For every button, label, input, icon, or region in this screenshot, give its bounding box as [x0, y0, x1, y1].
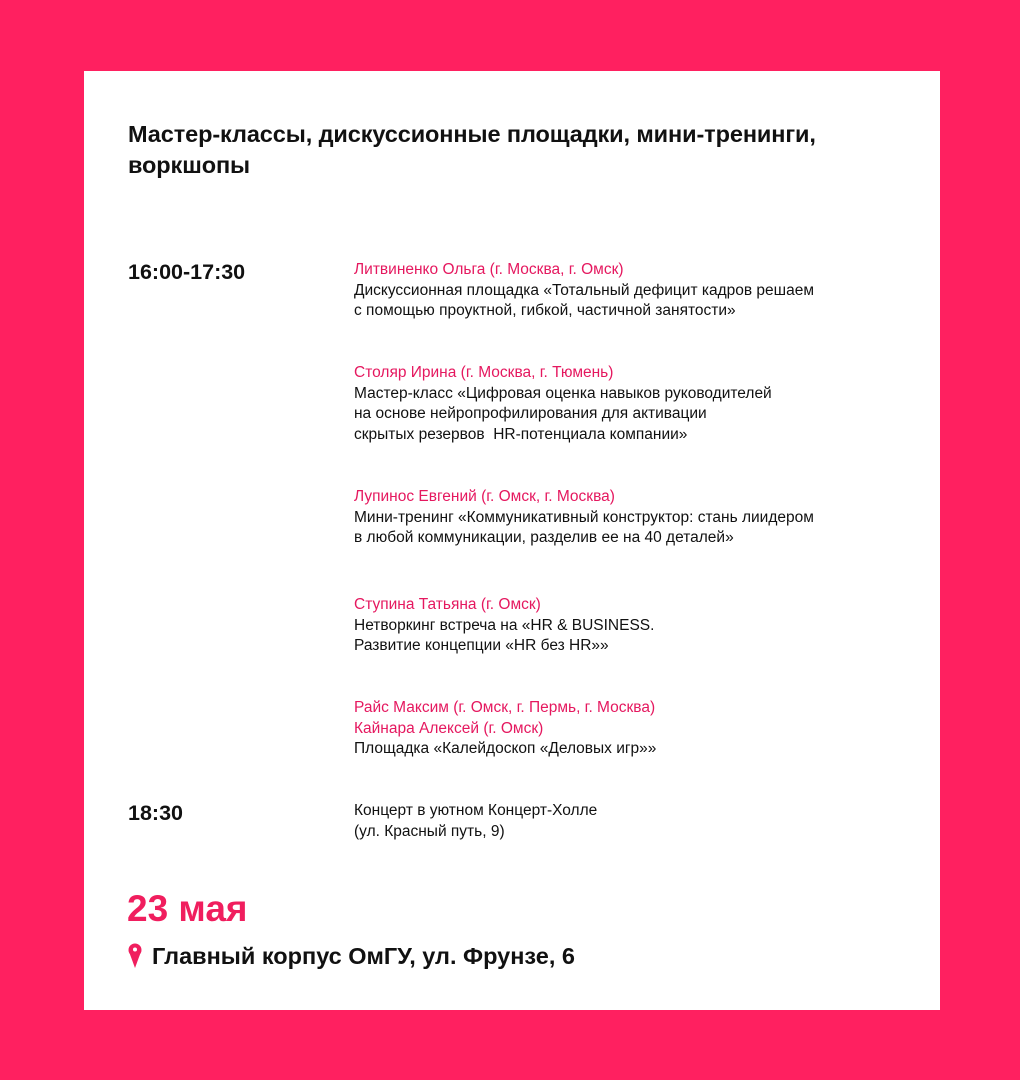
program-entry-stupina: [354, 595, 914, 657]
speaker-name: Ступина Татьяна (г. Омск): [354, 596, 541, 613]
time-slot-1: 16:00-17:30: [128, 260, 246, 284]
program-card: [84, 71, 940, 1010]
entry-description: Нетворкинг встреча на «HR & BUSINESS. Развитие концепции «HR без HR»»: [354, 616, 655, 654]
speaker-name: Столяр Ирина (г. Москва, г. Тюмень): [354, 364, 614, 381]
program-entry-stolyar: [354, 363, 914, 445]
speaker-name: Литвиненко Ольга (г. Москва, г. Омск): [354, 261, 624, 278]
entry-description: Концерт в уютном Концерт-Холле (ул. Красный путь, 9): [354, 802, 598, 840]
program-entry-litvinenko: [354, 260, 914, 322]
location-pin-icon: [128, 943, 142, 969]
section-title: Мастер-классы, дискуссионные площадки, мини-тренинги, воркшопы: [128, 121, 816, 178]
entry-description: Мастер-класс «Цифровая оценка навыков руководителей на основе нейропрофилирования для активации скрытых резервов HR-потенциала компании»: [354, 384, 772, 443]
speaker-names: Райс Максим (г. Омск, г. Пермь, г. Москва) Кайнара Алексей (г. Омск): [354, 699, 656, 737]
event-date: 23 мая: [127, 888, 248, 929]
entry-description: Площадка «Калейдоскоп «Деловых игр»»: [354, 740, 657, 757]
program-entry-lupinos: [354, 487, 914, 549]
speaker-name: Лупинос Евгений (г. Омск, г. Москва): [354, 488, 615, 505]
program-entry-concert: [354, 801, 914, 842]
program-entry-rais-kainara: [354, 698, 914, 760]
event-location: [128, 941, 575, 971]
time-slot-2: 18:30: [128, 801, 183, 825]
entry-description: Дискуссионная площадка «Тотальный дефицит кадров решаем с помощью проуктной, гибкой, частичной занятости»: [354, 281, 814, 319]
entry-description: Мини-тренинг «Коммуникативный конструктор: стань лиидером в любой коммуникации, разделив ее на 40 деталей»: [354, 508, 814, 546]
venue-address: Главный корпус ОмГУ, ул. Фрунзе, 6: [152, 943, 575, 969]
